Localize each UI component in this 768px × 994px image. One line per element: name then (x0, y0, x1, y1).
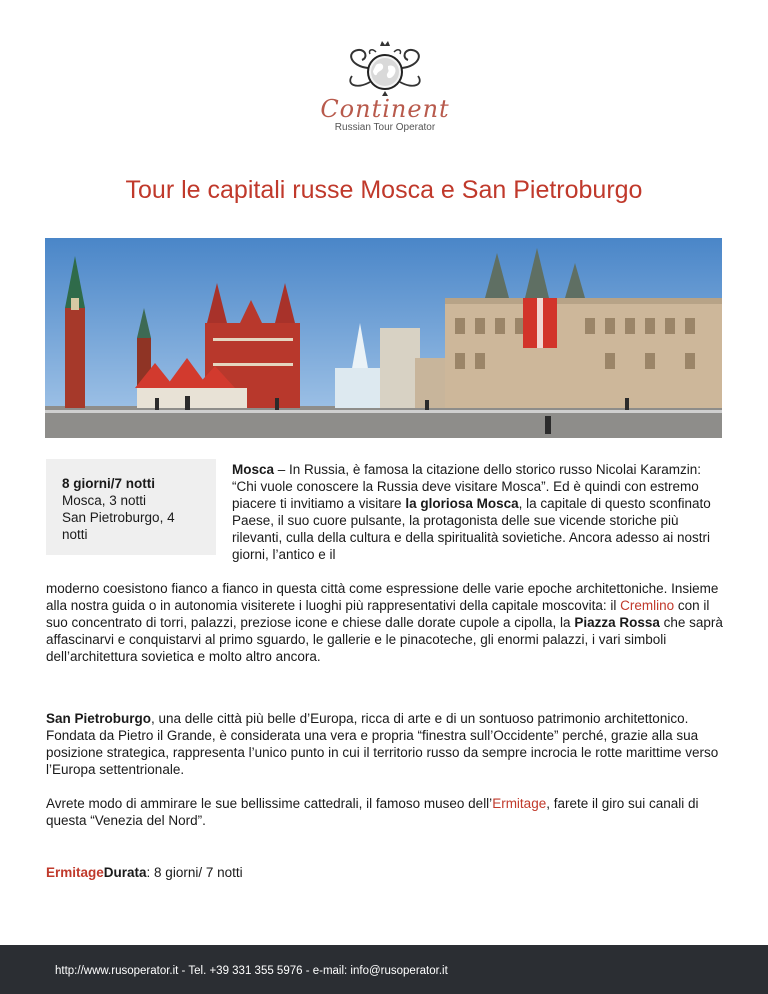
spb-text: , una delle città più belle d’Europa, ricca di arte e di un sontuoso patrimonio architettonico. Fondata da Pietro il Grande, è considerata una vera e propria “finestra sull’Occidente” perché, grazie alla sua posizione strategica, rappresenta l’unico punto in cui il territorio russo da sempre incrocia le rotte marittime verso l’Europa settentrionale. (46, 711, 719, 777)
logo-subtitle: Russian Tour Operator (334, 122, 436, 133)
moscow-cont-2: con il suo concentrato di torri, palazzi, preziose icone e chiese dalle dorate cupole a cipolla, la (46, 598, 710, 630)
duration-line (46, 864, 726, 881)
moscow-heading: Mosca (232, 462, 275, 477)
tour-duration: 8 giorni/7 notti (62, 476, 155, 491)
red-square-illustration (45, 238, 722, 438)
hermitage-link[interactable]: Ermitage (492, 796, 547, 811)
footer-contacts[interactable]: http://www.rusoperator.it - Tel. +39 331 355 5976 - e-mail: info@rusoperator.it (55, 965, 448, 977)
spb-more-2: , farete il giro sui canali di questa “Venezia del Nord”. (46, 796, 699, 828)
moscow-nights: Mosca, 3 notti (62, 493, 147, 508)
moscow-paragraph-cont (46, 580, 726, 665)
spb-nights: San Pietroburgo, 4 (62, 510, 175, 525)
page-title: Tour le capitali russe Mosca e San Pietroburgo (125, 176, 643, 204)
glorious-moscow: la gloriosa Mosca (405, 496, 519, 511)
spb-more-1: Avrete modo di ammirare le sue bellissime cattedrali, il famoso museo dell’ (46, 796, 493, 811)
tour-summary-box (46, 459, 216, 555)
moscow-intro-text: – In Russia, è famosa la citazione dello storico russo Nicolai Karamzin: “Chi vuole conoscere la Russia deve visitare Mosca”. Ed è quindi con estremo piacere ti invitiamo a visitare (232, 462, 701, 511)
spb-paragraph (46, 710, 726, 778)
duration-hermitage: Ermitage (46, 865, 104, 880)
spb-nights-cont: notti (62, 527, 88, 542)
moscow-cont-3: che saprà affascinarvi e conquistarvi al primo sguardo, le gallerie e le pinacoteche, gli enormi palazzi, i vari simboli dell’architettura sovietica e molto altro ancora. (46, 615, 723, 664)
company-logo (300, 38, 470, 148)
moscow-paragraph-intro (232, 461, 727, 563)
duration-value: : 8 giorni/ 7 notti (146, 865, 243, 880)
logo-name: Continent (320, 95, 450, 123)
moscow-cont-1: moderno coesistono fianco a fianco in questa città come espressione delle varie epoche architettoniche. Insieme alla nostra guida o in autonomia visiterete i luoghi più rappresentativi della capitale moscovita: il (46, 581, 719, 613)
kremlin-link[interactable]: Cremlino (620, 598, 675, 613)
footer-bar (0, 945, 768, 994)
duration-label: Durata (103, 865, 147, 880)
moscow-intro-end: , la capitale di questo sconfinato Paese, il suo cuore pulsante, la protagonista delle sue vicende storiche più rilevanti, culla della cultura e della spiritualità sovietiche. Ancora adesso ai nostri giorni, l’antico e il (232, 496, 711, 562)
spb-more-paragraph (46, 795, 726, 829)
globe-emblem-icon (340, 38, 430, 100)
red-square-bold: Piazza Rossa (574, 615, 660, 630)
red-square-photo (45, 238, 722, 438)
spb-heading: San Pietroburgo (46, 711, 152, 726)
